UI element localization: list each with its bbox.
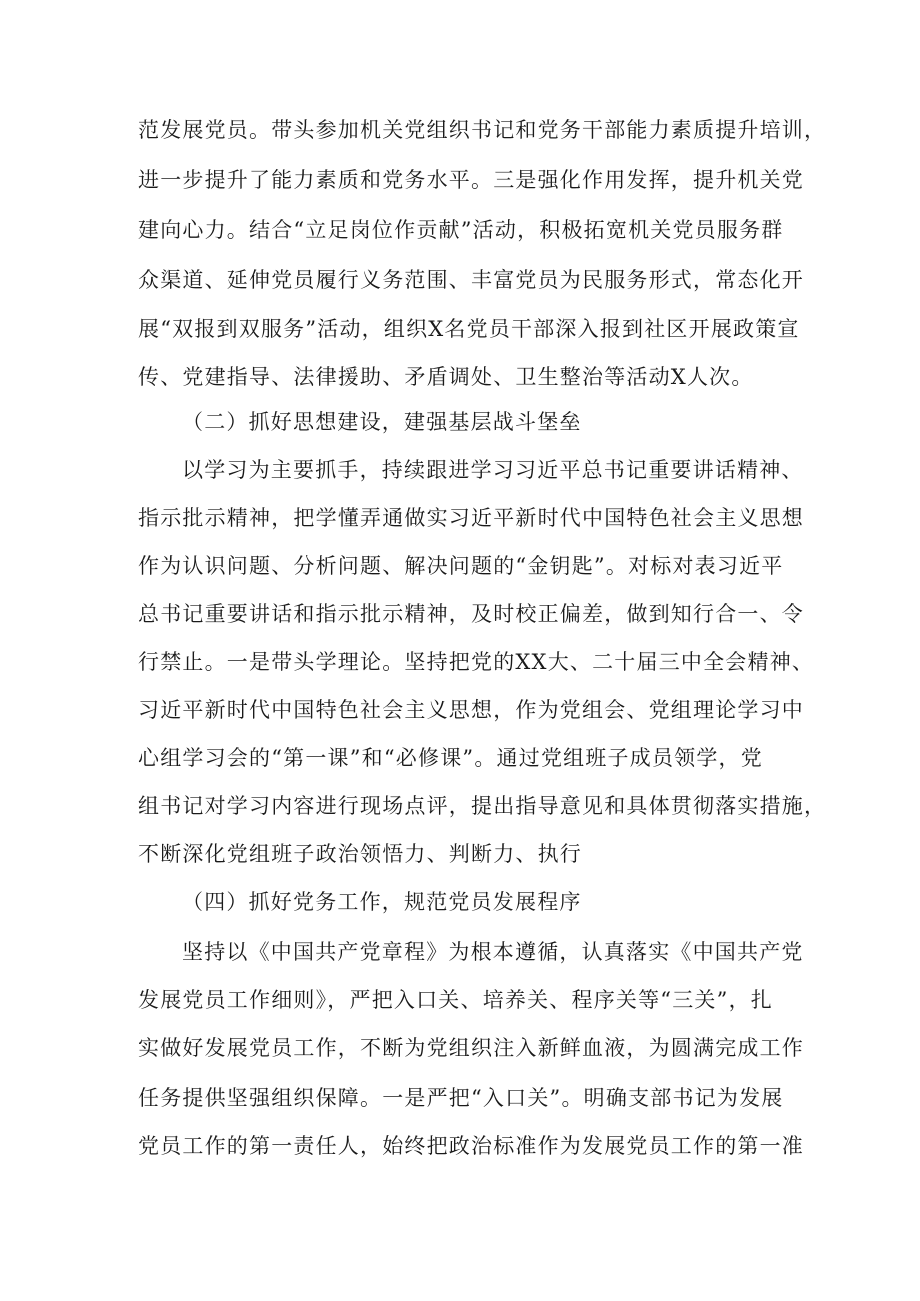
body-text-line: 众渠道、延伸党员履行义务范围、丰富党员为民服务形式，常态化开 <box>138 268 804 292</box>
body-text-line: 任务提供坚强组织保障。一是严把“入口关”。明确支部书记为发展 <box>138 1086 784 1110</box>
body-text-line: 范发展党员。带头参加机关党组织书记和党务干部能力素质提升培训， <box>138 118 827 142</box>
body-text-line: 进一步提升了能力素质和党务水平。三是强化作用发挥，提升机关党 <box>138 168 804 192</box>
body-text-line: 指示批示精神，把学懂弄通做实习近平新时代中国特色社会主义思想 <box>138 506 804 530</box>
body-text-line: 作为认识问题、分析问题、解决问题的“金钥匙”。对标对表习近平 <box>138 554 784 578</box>
body-text-line: 组书记对学习内容进行现场点评，提出指导意见和具体贯彻落实措施， <box>138 794 827 818</box>
body-text-line: 总书记重要讲话和指示批示精神，及时校正偏差，做到知行合一、令 <box>138 602 804 626</box>
body-text-line: 不断深化党组班子政治领悟力、判断力、执行 <box>138 842 582 866</box>
body-text-line: 展“双报到双服务”活动，组织X名党员干部深入报到社区开展政策宣 <box>138 317 800 341</box>
body-text-line: 建向心力。结合“立足岗位作贡献”活动，积极拓宽机关党员服务群 <box>138 218 784 242</box>
body-text-line: 坚持以《中国共产党章程》为根本遵循，认真落实《中国共产党 <box>182 940 804 964</box>
body-text-line: 心组学习会的“第一课”和“必修课”。通过党组班子成员领学，党 <box>138 746 763 770</box>
section-heading: （二）抓好思想建设，建强基层战斗堡垒 <box>182 410 582 434</box>
section-heading: （四）抓好党务工作，规范党员发展程序 <box>182 890 582 914</box>
body-text-line: 实做好发展党员工作，不断为党组织注入新鲜血液，为圆满完成工作 <box>138 1036 804 1060</box>
body-text-line: 行禁止。一是带头学理论。坚持把党的XX大、二十届三中全会精神、 <box>138 650 815 674</box>
body-text-line: 发展党员工作细则》，严把入口关、培养关、程序关等“三关”，扎 <box>138 988 773 1012</box>
body-text-line: 传、党建指导、法律援助、矛盾调处、卫生整治等活动X人次。 <box>138 365 754 389</box>
body-text-line: 以学习为主要抓手，持续跟进学习习近平总书记重要讲话精神、 <box>182 458 804 482</box>
body-text-line: 党员工作的第一责任人，始终把政治标准作为发展党员工作的第一准 <box>138 1134 804 1158</box>
body-text-line: 习近平新时代中国特色社会主义思想，作为党组会、党组理论学习中 <box>138 698 804 722</box>
